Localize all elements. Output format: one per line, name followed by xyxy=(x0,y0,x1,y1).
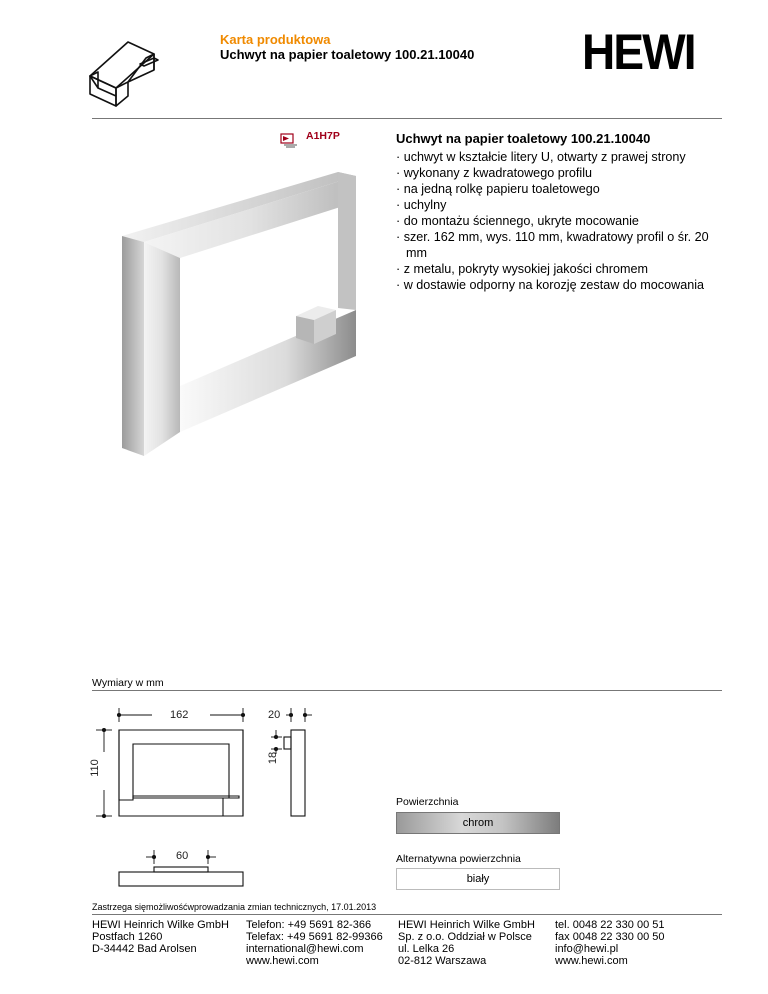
footer-email-link[interactable]: info@hewi.pl xyxy=(555,943,619,955)
footer-line: HEWI Heinrich Wilke GmbH xyxy=(398,919,535,931)
footer-address-pl xyxy=(398,919,535,967)
disclaimer: Zastrzega sięmożliwośćwprowadzania zmian technicznych, 17.01.2013 xyxy=(92,902,377,912)
feature-item: · w dostawie odporny na korozję zestaw do mocowania xyxy=(396,278,705,292)
footer-line: D-34442 Bad Arolsen xyxy=(92,943,197,955)
footer-line: 02-812 Warszawa xyxy=(398,955,487,967)
feature-item: · szer. 162 mm, wys. 110 mm, kwadratowy profil o śr. 20 mm xyxy=(396,230,709,260)
product-image xyxy=(110,160,370,470)
footer-web-link[interactable]: www.hewi.com xyxy=(555,955,628,967)
footer-contact-pl xyxy=(555,919,664,967)
dimension-height: 110 xyxy=(88,759,101,777)
product-title: Uchwyt na papier toaletowy 100.21.10040 xyxy=(396,131,651,146)
dimension-width: 162 xyxy=(170,709,189,721)
dimension-depth: 20 xyxy=(268,709,281,721)
feature-item: · wykonany z kwadratowego profilu xyxy=(396,166,592,180)
hewi-logo: HEWI xyxy=(582,24,695,80)
footer-line: HEWI Heinrich Wilke GmbH xyxy=(92,919,229,931)
feature-item: · na jedną rolkę papieru toaletowego xyxy=(396,182,600,196)
footer-line: tel. 0048 22 330 00 51 xyxy=(555,919,665,931)
dimensions-label: Wymiary w mm xyxy=(92,677,164,689)
dimensions-divider xyxy=(92,690,722,691)
footer-web-link[interactable]: www.hewi.com xyxy=(246,955,319,967)
footer-line: Sp. z o.o. Oddział w Polsce xyxy=(398,931,532,943)
feature-item: · do montażu ściennego, ukryte mocowanie xyxy=(396,214,639,228)
footer-address-de xyxy=(92,919,229,955)
footer-line: Postfach 1260 xyxy=(92,931,163,943)
product-thumbnail xyxy=(88,30,168,108)
surface-chrome-swatch[interactable]: chrom xyxy=(396,812,560,834)
feature-list xyxy=(396,149,726,293)
feature-item: · uchwyt w kształcie litery U, otwarty z prawej strony xyxy=(396,150,686,164)
footer-line: Telefax: +49 5691 82-99366 xyxy=(246,931,383,943)
footer-line: ul. Lelka 26 xyxy=(398,943,455,955)
surface-label: Powierzchnia xyxy=(396,796,459,808)
footer-email-link[interactable]: international@hewi.com xyxy=(246,943,364,955)
footer-line: fax 0048 22 330 00 50 xyxy=(555,931,665,943)
footer-contact-de xyxy=(246,919,383,967)
header-title: Uchwyt na papier toaletowy 100.21.10040 xyxy=(220,47,475,62)
dimension-drawing xyxy=(86,700,346,895)
barcode-arrow-icon xyxy=(280,132,300,148)
feature-item: · z metalu, pokryty wysokiej jakości chromem xyxy=(396,262,648,276)
surface-white-swatch[interactable]: biały xyxy=(396,868,560,890)
dimension-base: 60 xyxy=(176,850,189,862)
header-divider xyxy=(92,118,722,119)
alt-surface-label: Alternatywna powierzchnia xyxy=(396,853,521,865)
dimension-cap: 18 xyxy=(267,751,280,765)
footer-divider xyxy=(92,914,722,915)
product-code[interactable]: A1H7P xyxy=(306,130,340,142)
footer-line: Telefon: +49 5691 82-366 xyxy=(246,919,372,931)
document-type: Karta produktowa xyxy=(220,32,331,47)
feature-item: · uchylny xyxy=(396,198,447,212)
